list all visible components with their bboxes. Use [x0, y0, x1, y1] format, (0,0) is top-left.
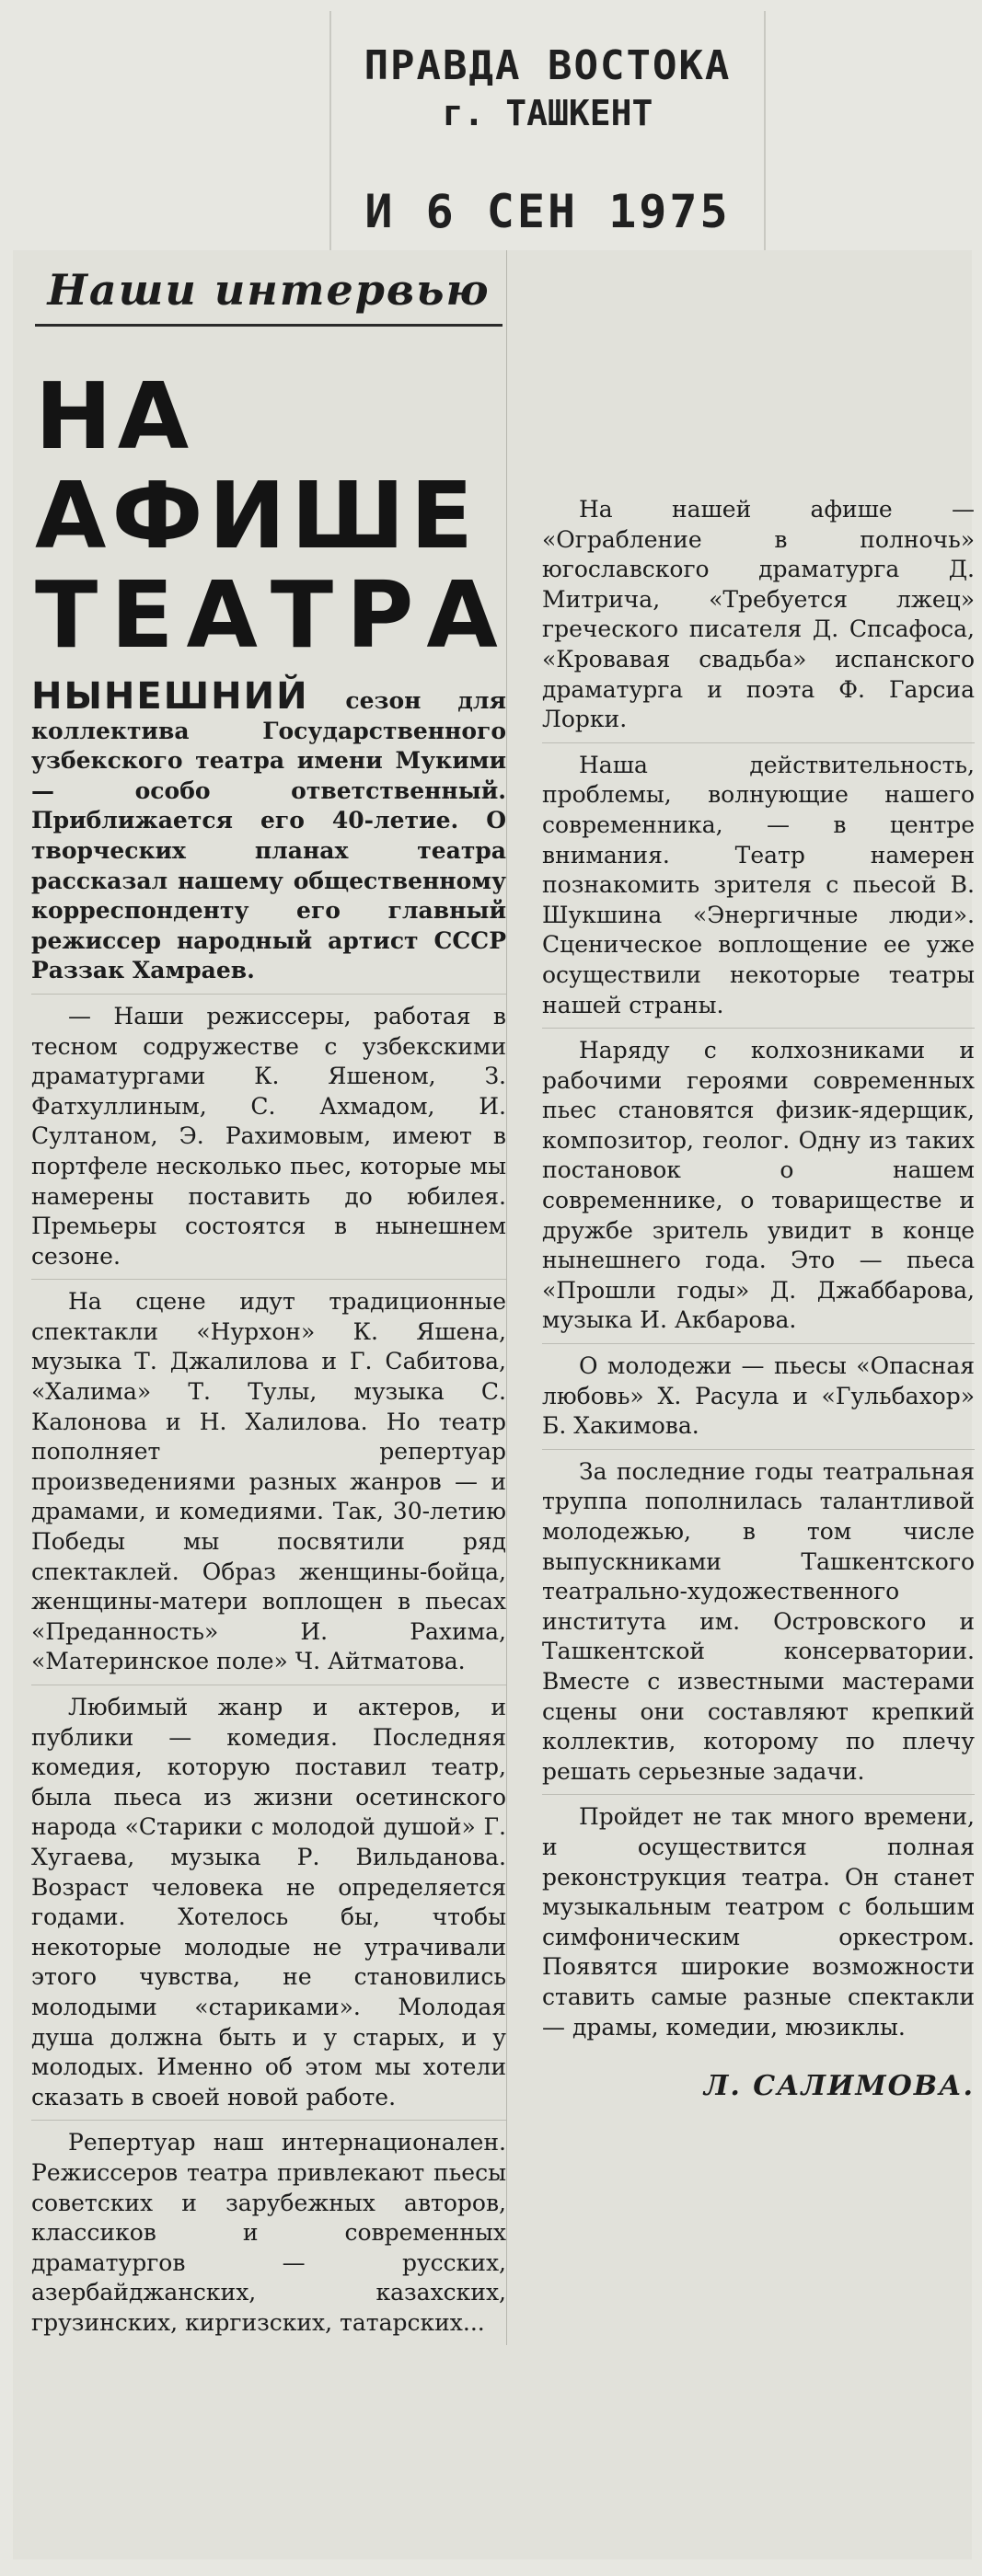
- newspaper-clipping: [13, 250, 975, 2559]
- author-signature: Л. САЛИМОВА.: [703, 2070, 975, 2103]
- headline-line-1: НА АФИШЕ: [35, 362, 479, 569]
- stamp-date: И 6 СЕН 1975: [364, 185, 731, 238]
- article-headline: [35, 362, 511, 669]
- paragraph: За последние годы театральная труппа пополнилась талантливой молодежью, в том числе выпускниками Ташкентского театрально-художественного института им. Островского и Ташкентской консерватории. Вместе с известными мастерами сцены они составляют крепкий коллектив, которому по плечу решать серьезные задачи.: [542, 1450, 975, 1796]
- paragraph: О молодежи — пьесы «Опасная любовь» Х. Расула и «Гульбахор» Б. Хакимова.: [542, 1344, 975, 1450]
- lead-paragraph: [31, 674, 506, 995]
- archive-stamp: [329, 11, 766, 255]
- rubric-heading: Наши интервью: [35, 259, 503, 327]
- stamp-city: г. ТАШКЕНТ: [442, 93, 653, 133]
- lead-text: сезон для коллектива Государственного узбекского театра имени Мукими — особо ответственный. Приближается его 40-летие. О творческих планах театра рассказал нашему общественному корреспонденту его главный режиссер народный артист СССР Раззак Хамраев.: [31, 687, 506, 984]
- paragraph: Репертуар наш интернационален. Режиссеров театра привлекают пьесы советских и зарубежных авторов, классиков и современных драматургов — русских, азербайджанских, казахских, грузинских, киргизских, татарских...: [31, 2129, 506, 2336]
- paragraph: На сцене идут традиционные спектакли «Нурхон» К. Яшена, музыка Т. Джалилова и Г. Сабитова, «Халима» Т. Тулы, музыка С. Калонова и Н. Халилова. Но театр пополняет репертуар произведениями разных жанров — и драмами, и комедиями. Так, 30-летию Победы мы посвятили ряд спектаклей. Образ женщины-бойца, женщины-матери воплощен в пьесах «Преданность» И. Рахима, «Материнское поле» Ч. Айтматова.: [31, 1280, 506, 1685]
- paragraph: Наряду с колхозниками и рабочими героями современных пьес становятся физик-ядерщик, композитор, геолог. Одну из таких постановок о нашем современнике, о товариществе и дружбе зритель увидит в конце нынешнего года. Это — пьеса «Прошли годы» Д. Джаббарова, музыка И. Акбарова.: [542, 1029, 975, 1344]
- paragraph: Любимый жанр и актеров, и публики — комедия. Последняя комедия, которую поставил театр, была пьеса из жизни осетинского народа «Старики с молодой душой» Г. Хугаева, музыка Р. Вильданова. Возраст человека не определяется годами. Хотелось бы, чтобы некоторые молодые не утрачивали этого чувства, не становились молодыми «стариками». Молодая душа должна быть и у старых, и у молодых. Именно об этом мы хотели сказать в своей новой работе.: [31, 1685, 506, 2121]
- headline-line-2: ТЕАТРА: [35, 561, 511, 669]
- article-left-column: [31, 250, 511, 2345]
- paragraph: Наша действительность, проблемы, волнующие нашего современника, — в центре внимания. Театр намерен познакомить зрителя с пьесой В. Шукшина «Энергичные люди». Сценическое воплощение ее уже осуществили некоторые театры нашей страны.: [542, 743, 975, 1029]
- article-right-column: [542, 488, 975, 2102]
- paragraph: — Наши режиссеры, работая в тесном содружестве с узбекскими драматургами К. Яшеном, З. Фатхуллиным, С. Ахмадом, И. Султаном, Э. Рахимовым, имеют в портфеле несколько пьес, которые мы намерены поставить до юбилея. Премьеры состоятся в нынешнем сезоне.: [31, 995, 506, 1280]
- paragraph: На нашей афише — «Ограбление в полночь» югославского драматурга Д. Митрича, «Требуется лжец» греческого писателя Д. Спсафоса, «Кровавая свадьба» испанского драматурга и поэта Ф. Гарсиа Лорки.: [542, 488, 975, 743]
- lead-drop-word: НЫНЕШНИЙ: [31, 675, 309, 718]
- paragraph: Пройдет не так много времени, и осуществится полная реконструкция театра. Он станет музыкальным театром с большим симфоническим оркестром. Появятся широкие возможности ставить самые разные спектакли — драмы, комедии, мюзиклы.: [542, 1803, 975, 2041]
- stamp-newspaper-name: ПРАВДА ВОСТОКА: [364, 42, 732, 89]
